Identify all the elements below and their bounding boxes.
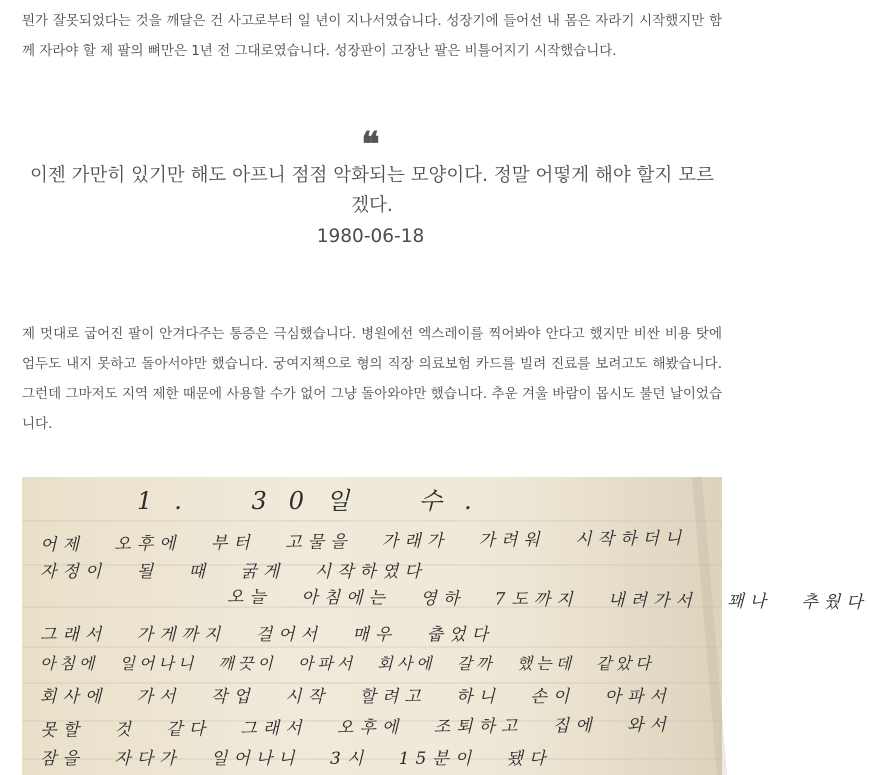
- diary-line: 그래서 가게까지 걸어서 매우 춥었다: [40, 625, 494, 645]
- diary-header: 1. 30일 수.: [137, 487, 494, 515]
- diary-page-image: [22, 477, 869, 775]
- diary-line: 잠을 자다가 일어나니 3시 15분이 됐다: [40, 749, 552, 769]
- diary-line: 어제 오후에 부터 고물을 가래가 가려워 시작하더니: [39, 528, 688, 556]
- quote-date: 1980-06-18: [316, 226, 425, 247]
- intro-paragraph: 뭔가 잘못되었다는 것을 깨달은 건 사고로부터 일 년이 지나서였습니다. 성장기에 들어선 내 몸은 자라기 시작했지만 함께 자라야 할 제 팔의 뼈만은 1년 전 그대로였습니다. 성장판이 고장난 팔은 비틀어지기 시작했습니다.: [22, 13, 722, 59]
- diary-line: 회사에 가서 작업 시작 할려고 하니 손이 아파서: [40, 687, 672, 707]
- diary-quote: 이젠 가만히 있기만 해도 아프니 점점 악화되는 모양이다. 정말 어떻게 해야 할지 모르겠다.: [29, 165, 715, 216]
- diary-line: 자정이 될 때 굵게 시작하였다: [40, 562, 427, 582]
- body-paragraph: 제 멋대로 굽어진 팔이 안겨다주는 통증은 극심했습니다. 병원에선 엑스레이를 찍어봐야 안다고 했지만 비싼 비용 탓에 엄두도 내지 못하고 돌아서야만 했습니다. 궁여지책으로 형의 직장 의료보험 카드를 빌려 진료를 보려고도 해봤습니다. 그런데 그마저도 지역 제한 때문에 사용할 수가 없어 그냥 돌아와야만 했습니다. 추운 겨울 바람이 몹시도 불던 날이었습니다.: [22, 326, 722, 432]
- diary-line: 오늘 아침에는 영하 7도까지 내려가서 꽤나 추웠다: [226, 587, 869, 613]
- diary-line: 못할 것 같다 그래서 오후에 조퇴하고 집에 와서: [39, 715, 672, 741]
- quote-mark-icon: ❝: [361, 125, 380, 165]
- diary-line: 아침에 일어나니 깨끗이 아파서 회사에 갈까 했는데 같았다: [40, 654, 655, 673]
